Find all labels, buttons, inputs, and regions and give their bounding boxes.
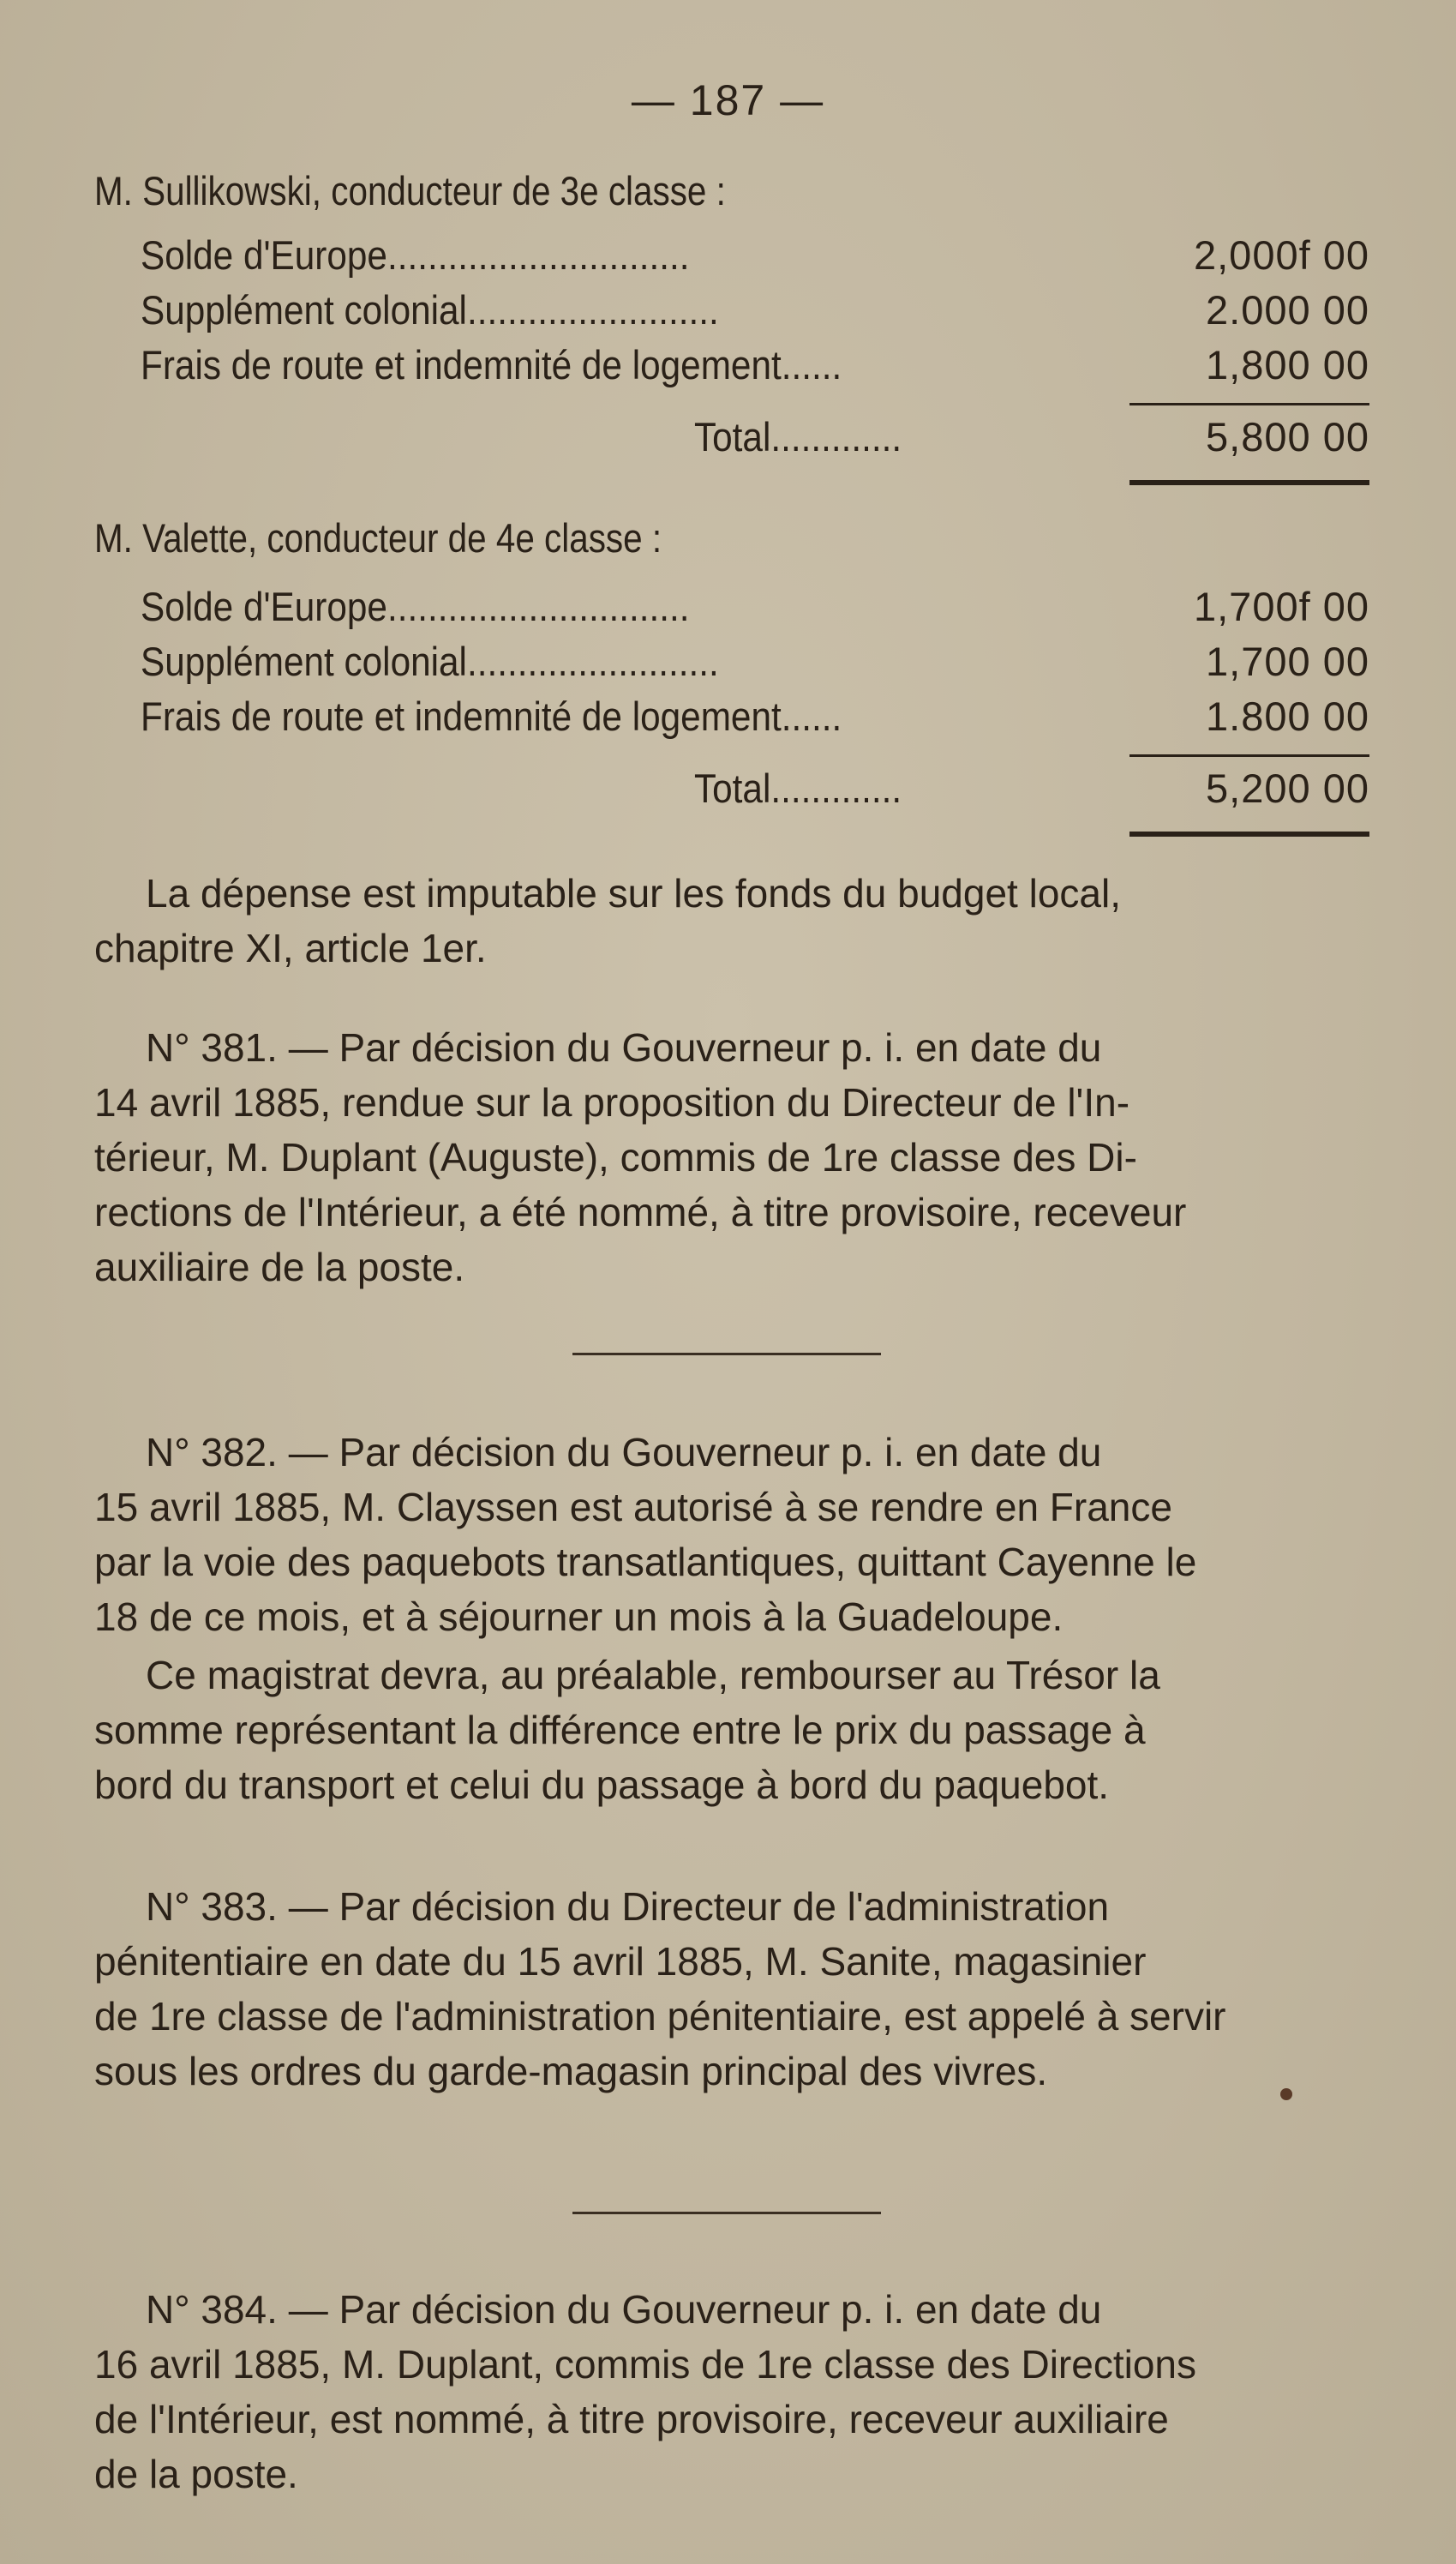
decision-382: N° 382. — Par décision du Gouverneur p. i. en date du 15 avril 1885, M. Clayssen est autorisé à se rendre en France par la voie des paquebots transatlantiques, quittant Cayenne le 18 de ce mois, et à séjourner un mois à la Guadeloupe. — [94, 1430, 1197, 1639]
sum-rule — [1129, 754, 1369, 757]
row-total: Total............. 5,200 00 — [694, 766, 1369, 811]
decision-381: N° 381. — Par décision du Gouverneur p. i. en date du 14 avril 1885, rendue sur la proposition du Directeur de l'In- térieur, M. Duplant (Auguste), commis de 1re classe des Di- rections de l'Intérieur, a été nommé, à titre provisoire, receveur auxiliaire de la poste. — [94, 1025, 1187, 1289]
row-frais-route: Frais de route et indemnité de logement...... 1.800 00 — [141, 694, 1369, 739]
total-rule — [1129, 480, 1369, 485]
separator-rule — [572, 1353, 881, 1355]
decision-384: N° 384. — Par décision du Gouverneur p. i. en date du 16 avril 1885, M. Duplant, commis de 1re classe des Directions de l'Intérieur, est nommé, à titre provisoire, receveur auxiliaire de la poste. — [94, 2287, 1197, 2496]
row-supplement-colonial: Supplément colonial......................... 2.000 00 — [141, 287, 1369, 333]
page-number: — 187 — — [631, 76, 825, 124]
row-frais-route: Frais de route et indemnité de logement...... 1,800 00 — [141, 342, 1369, 387]
separator-rule — [572, 2212, 881, 2214]
sum-rule — [1129, 403, 1369, 405]
imputation-paragraph: La dépense est imputable sur les fonds du budget local, chapitre XI, article 1er. — [94, 871, 1121, 970]
section-heading-valette: M. Valette, conducteur de 4e classe : — [94, 515, 662, 561]
ink-spot — [1280, 2088, 1292, 2100]
row-solde-europe: Solde d'Europe.............................. 2,000f 00 — [141, 232, 1369, 278]
decision-383: N° 383. — Par décision du Directeur de l'administration pénitentiaire en date du 15 avril 1885, M. Sanite, magasinier de 1re classe de l'administration pénitentiaire, est appelé à servir sous les ordres du garde-magasin principal des vivres. — [94, 1884, 1226, 2093]
section-heading-sullikowski: M. Sullikowski, conducteur de 3e classe : — [94, 168, 726, 213]
decision-382-continued: Ce magistrat devra, au préalable, rembourser au Trésor la somme représentant la différence entre le prix du passage à bord du transport et celui du passage à bord du paquebot. — [94, 1653, 1160, 1807]
row-solde-europe: Solde d'Europe.............................. 1,700f 00 — [141, 584, 1369, 629]
row-supplement-colonial: Supplément colonial......................... 1,700 00 — [141, 639, 1369, 684]
total-rule — [1129, 832, 1369, 837]
row-total: Total............. 5,800 00 — [694, 414, 1369, 459]
